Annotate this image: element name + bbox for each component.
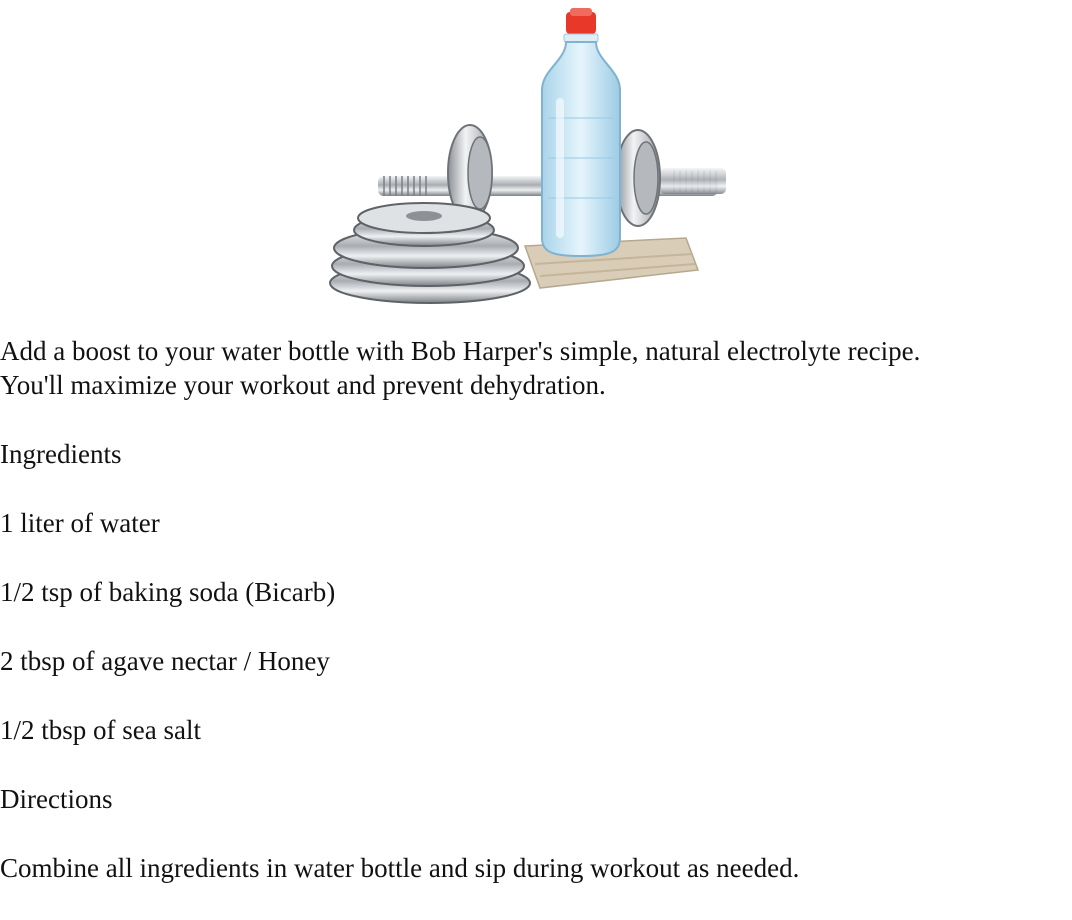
recipe-content xyxy=(0,334,1072,920)
intro-line-1: Add a boost to your water bottle with Bob Harper's simple, natural electrolyte recipe. xyxy=(0,336,921,366)
ingredients-heading: Ingredients xyxy=(0,439,122,469)
ingredient-item: 1 liter of water xyxy=(0,508,160,538)
intro-line-2: You'll maximize your workout and prevent dehydration. xyxy=(0,370,606,400)
hero-image xyxy=(320,8,740,308)
intro-paragraph xyxy=(0,334,1072,402)
ingredient-item: 1/2 tsp of baking soda (Bicarb) xyxy=(0,577,336,607)
directions-heading: Directions xyxy=(0,784,113,814)
directions-text: Combine all ingredients in water bottle and sip during workout as needed. xyxy=(0,853,800,883)
ingredient-item: 2 tbsp of agave nectar / Honey xyxy=(0,646,330,676)
water-bottle-dumbbell-icon xyxy=(320,8,740,308)
ingredient-item: 1/2 tbsp of sea salt xyxy=(0,715,201,745)
